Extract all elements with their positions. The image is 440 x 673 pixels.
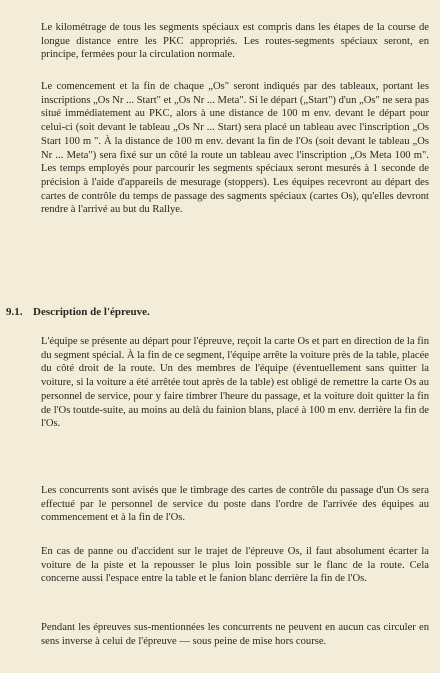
paragraph-breakdown: En cas de panne ou d'accident sur le trajet de l'épreuve Os, il faut absolument écarter la voiture de la piste et la repousser le plus loin possible sur le flanc de la route. Cela concerne aussi l'espace entre la table et le fanion blanc derrière la fin de l'Os. xyxy=(41,546,429,585)
paragraph-no-reverse: Pendant les épreuves sus-mentionnées les concurrents ne peuvent en aucun cas circuler en sens inverse à celui de l'épreuve — sous peine de mise hors course. xyxy=(41,622,429,647)
paragraph-stamping: Les concurrents sont avisés que le timbrage des cartes de contrôle du passage d'un Os sera effectué par le personnel de service du poste dans l'ordre de l'arrivée des équipes au commencement et à la fin de l'Os. xyxy=(41,485,429,524)
section-heading xyxy=(6,306,426,318)
section-number: 9.1. xyxy=(6,306,23,318)
paragraph-kilometrage: Le kilométrage de tous les segments spéciaux est compris dans les étapes de la course de longue distance entre les PKC appropriés. Les routes-segments spéciaux seront, en principe, fermées pour la circulation normale. xyxy=(41,22,429,61)
section-title: Description de l'épreuve. xyxy=(33,306,150,318)
paragraph-os-markers: Le comencement et la fin de chaque „Os" seront indiqués par des tableaux, portant les inscriptions „Os Nr ... Start" et „Os Nr ... Meta". Si le départ („Start") d'un „Os" ne sera pas situé immédiatement au PKC, alors à une distance de 100 m env. devant le départ pour celui-ci (soit devant le tableau „Os Nr ... Start) sera placé un tableau avec l'inscription „Os Start 100 m ". À la distance de 100 m env. devant la fin de l'Os (soit devant le tableau „Os Nr ... Meta") sera fixé sur un côté la route un tableau avec l'inscription „Os Meta 100 m". Les temps employés pour parcourir les segments spéciaux seront mesurés à 1 seconde de précision à l'aide d'appareils de mesurage (stoppers). Les équipes recevront au départ des cartes de contrôle du temps de passage des sagments spéciaux (cartes Os), qu'elles devront rendre à l'arrivé au but du Rallye. xyxy=(41,81,429,216)
paragraph-team-procedure: L'équipe se présente au départ pour l'épreuve, reçoit la carte Os et part en direction de la fin du segment spécial. À la fin de ce segment, l'équipe arrête la voiture près de la table, placée du côté droit de la route. Un des membres de l'équipe (éventuellement sans quitter la voiture, si la voiture a été arrêtée tout après de la table) est obligé de remettre la carte Os au personnel de service, pour y faire timbrer l'heure du passage, et la voiture doit quitter la fin de l'Os toutde-suite, au moins au delà du fainion blans, placé à 100 m env. derrière la fin de l'Os. xyxy=(41,336,429,430)
